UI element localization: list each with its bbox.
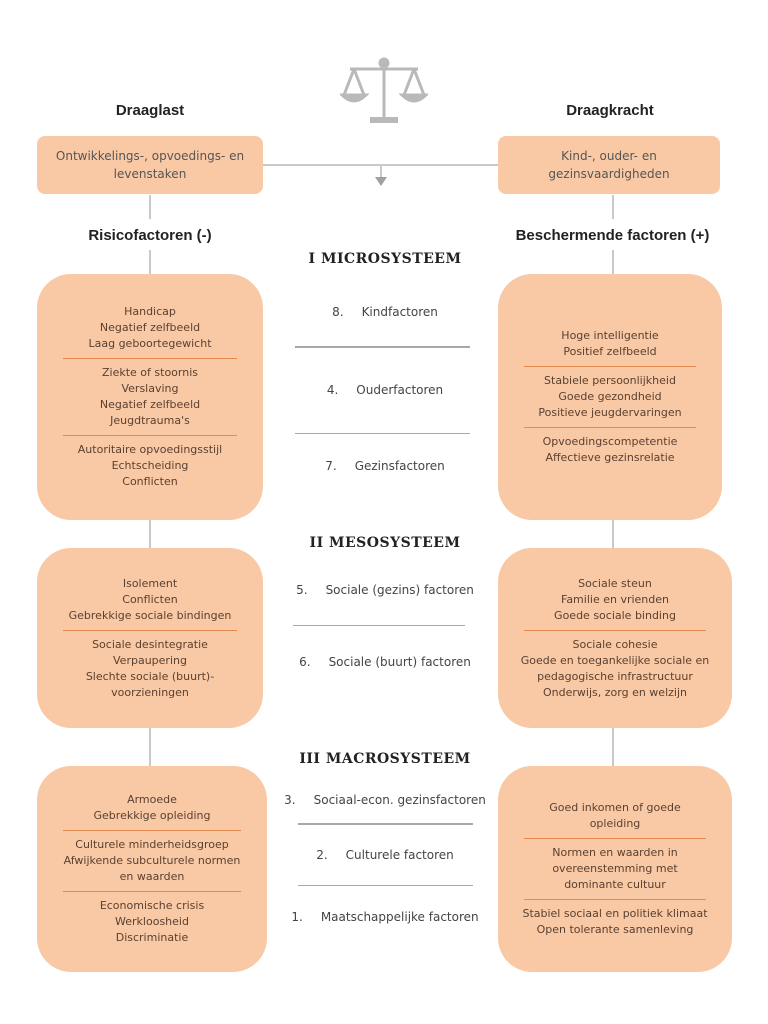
microsysteem-title: I MICROSYSTEEM [308,251,462,267]
connector-right-1 [612,195,614,219]
risk-item: Economische crisis [99,899,205,912]
connector-right-3 [612,520,614,548]
risicofactoren-title: Risicofactoren (-) [88,227,212,244]
divider [298,823,473,825]
protect-group-economisch [512,794,718,838]
risk-item: voorzieningen [111,685,189,699]
risk-item: Jeugdtrauma's [110,414,190,427]
draaglast-title: Draaglast [115,102,185,119]
risk-box-microsysteem [37,274,263,520]
risk-group-maatschappelijk [51,892,253,952]
divider [295,433,470,434]
risk-group-kind [51,298,249,358]
factor-ouderfactoren: 4. Ouderfactoren [326,383,444,397]
left-top-box-text: Ontwikkelings-, opvoedings- en levenstaken [55,149,245,181]
risk-group-buurt [51,631,249,707]
protect-item: Hoge intelligentie [561,329,659,342]
risk-item: Gebrekkige sociale bindingen [68,608,232,622]
protect-group-ouder [512,367,708,427]
protect-item: Opvoedingscompetentie [542,435,678,448]
factor-sociale-buurt: 6. Sociale (buurt) factoren [299,655,471,669]
protect-group-gezin [512,428,708,472]
risk-item: Verpaupering [113,653,187,667]
risk-group-economisch [51,786,253,830]
down-arrow-icon [375,177,387,186]
protect-group-buurt [512,631,718,707]
risk-item: Conflicten [122,475,178,488]
left-top-box [37,136,263,194]
factor-gezinsfactoren: 7. Gezinsfactoren [325,459,445,473]
risk-group-cultureel [51,831,253,891]
connector-right-2 [612,250,614,274]
right-top-box [498,136,720,194]
protect-box-macrosysteem [498,766,732,972]
protect-item: dominante cultuur [564,878,666,891]
risk-item: Afwijkende subculturele normen [63,854,241,867]
factor-sociaal-economisch: 3. Sociaal-econ. gezinsfactoren [284,793,486,807]
protect-item: Affectieve gezinsrelatie [545,451,675,464]
risk-item: Gebrekkige opleiding [93,809,211,822]
risk-item: Sociale desintegratie [92,637,208,651]
risk-item: Isolement [122,576,178,590]
protect-box-microsysteem [498,274,722,520]
protect-item: Goede sociale binding [554,608,676,622]
protect-item: Familie en vrienden [561,592,669,606]
protect-group-kind [512,322,708,366]
risk-box-macrosysteem [37,766,267,972]
risk-item: Echtscheiding [111,459,189,472]
risk-item: Handicap [124,305,176,318]
protect-group-maatschappelijk [512,900,718,944]
connector-left-1 [149,195,151,219]
factor-kindfactoren: 8. Kindfactoren [332,305,438,319]
risk-item: Werkloosheid [115,915,189,928]
risk-group-gezin [51,436,249,496]
protect-item: Onderwijs, zorg en welzijn [543,685,687,699]
risk-item: Ziekte of stoornis [102,366,198,379]
factor-maatschappelijke: 1. Maatschappelijke factoren [291,910,479,924]
protect-box-mesosysteem [498,548,732,728]
protect-item: Stabiele persoonlijkheid [544,374,676,387]
risk-group-ouder [51,359,249,435]
right-top-box-text: Kind-, ouder- en gezinsvaardigheden [548,149,670,181]
risk-item: Discriminatie [115,931,189,944]
connector-left-4 [149,728,151,766]
protect-item: overeenstemming met [552,862,678,875]
protect-group-sociaal-gezin [512,570,718,630]
protect-item: Open tolerante samenleving [536,923,694,936]
protect-item: Sociale steun [578,576,652,590]
protect-item: pedagogische infrastructuur [537,669,693,683]
divider [295,346,470,348]
risk-item: Slechte sociale (buurt)- [85,669,215,683]
protect-item: Goede en toegankelijke sociale en [520,653,710,667]
connector-left-2 [149,250,151,274]
protect-item: Stabiel sociaal en politiek klimaat [522,907,708,920]
protect-item: opleiding [589,817,641,830]
protect-item: Normen en waarden in [552,846,678,859]
protect-item: Sociale cohesie [572,637,658,651]
risk-box-mesosysteem [37,548,263,728]
protect-item: Goede gezondheid [558,390,662,403]
divider [298,885,473,886]
protect-item: Positieve jeugdervaringen [538,406,682,419]
risk-item: Autoritaire opvoedingsstijl [77,443,223,456]
risk-item: Laag geboortegewicht [88,337,212,350]
protect-item: Positief zelfbeeld [563,345,657,358]
risk-item: Negatief zelfbeeld [99,398,201,411]
beschermende-factoren-title: Beschermende factoren (+) [515,227,710,244]
connector-top-vertical [380,164,382,178]
divider [293,625,465,626]
risk-item: Negatief zelfbeeld [99,321,201,334]
balance-scale-icon [340,55,428,127]
protect-group-cultureel [512,839,718,899]
mesosysteem-title: II MESOSYSTEEM [309,535,461,551]
risk-item: Conflicten [122,592,178,606]
factor-sociale-gezins: 5. Sociale (gezins) factoren [296,583,474,597]
macrosysteem-title: III MACROSYSTEEM [299,751,471,767]
risk-item: en waarden [119,870,185,883]
risk-item: Verslaving [121,382,179,395]
risk-group-sociaal-gezin [51,570,249,630]
protect-item: Goed inkomen of goede [549,801,681,814]
connector-left-3 [149,520,151,548]
risk-item: Armoede [127,793,177,806]
risk-item: Culturele minderheidsgroep [75,838,229,851]
connector-right-4 [612,728,614,766]
factor-culturele: 2. Culturele factoren [316,848,454,862]
draagkracht-title: Draagkracht [566,102,654,119]
